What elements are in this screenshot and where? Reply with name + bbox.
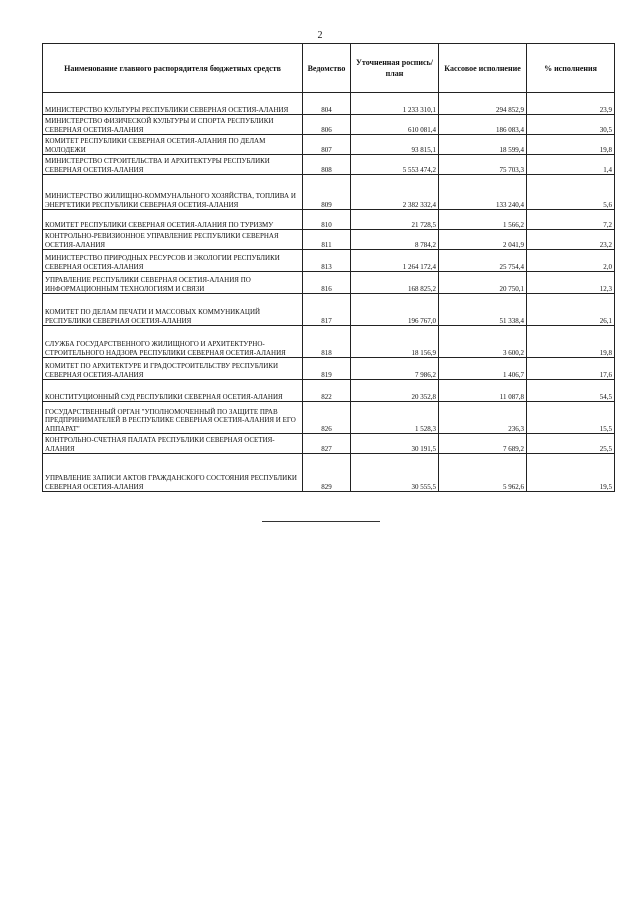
- table-row: [43, 210, 615, 230]
- cell-pct: 2,0: [527, 250, 615, 272]
- cell-code: 818: [303, 326, 351, 358]
- cell-plan: 1 528,3: [351, 402, 439, 434]
- cell-code: 826: [303, 402, 351, 434]
- cell-plan: 610 081,4: [351, 115, 439, 135]
- cell-pct: 12,3: [527, 272, 615, 294]
- cell-name: УПРАВЛЕНИЕ РЕСПУБЛИКИ СЕВЕРНАЯ ОСЕТИЯ-АЛАНИЯ ПО ИНФОРМАЦИОННЫМ ТЕХНОЛОГИЯМ И СВЯЗИ: [43, 272, 303, 294]
- cell-plan: 5 553 474,2: [351, 155, 439, 175]
- cell-pct: 15,5: [527, 402, 615, 434]
- cell-name: КОНТРОЛЬНО-СЧЕТНАЯ ПАЛАТА РЕСПУБЛИКИ СЕВЕРНАЯ ОСЕТИЯ-АЛАНИЯ: [43, 434, 303, 454]
- cell-code: 808: [303, 155, 351, 175]
- budget-execution-table: [42, 43, 615, 492]
- cell-plan: 93 815,1: [351, 135, 439, 155]
- cell-pct: 23,2: [527, 230, 615, 250]
- cell-fact: 20 750,1: [439, 272, 527, 294]
- cell-plan: 30 191,5: [351, 434, 439, 454]
- table-header-row: [43, 44, 615, 93]
- cell-plan: 1 264 172,4: [351, 250, 439, 272]
- cell-pct: 1,4: [527, 155, 615, 175]
- cell-pct: 26,1: [527, 294, 615, 326]
- table-row: [43, 294, 615, 326]
- cell-fact: 5 962,6: [439, 454, 527, 492]
- table-row: [43, 250, 615, 272]
- cell-plan: 1 233 310,1: [351, 93, 439, 115]
- cell-code: 811: [303, 230, 351, 250]
- cell-name: ГОСУДАРСТВЕННЫЙ ОРГАН "УПОЛНОМОЧЕННЫЙ ПО ЗАЩИТЕ ПРАВ ПРЕДПРИНИМАТЕЛЕЙ В РЕСПУБЛИКЕ СЕВЕРНАЯ ОСЕТИЯ-АЛАНИЯ И ЕГО АППАРАТ": [43, 402, 303, 434]
- cell-fact: 75 703,3: [439, 155, 527, 175]
- cell-plan: 8 784,2: [351, 230, 439, 250]
- cell-fact: 133 240,4: [439, 175, 527, 210]
- cell-plan: 18 156,9: [351, 326, 439, 358]
- cell-name: КОНСТИТУЦИОННЫЙ СУД РЕСПУБЛИКИ СЕВЕРНАЯ ОСЕТИЯ-АЛАНИЯ: [43, 380, 303, 402]
- cell-plan: 20 352,8: [351, 380, 439, 402]
- cell-code: 813: [303, 250, 351, 272]
- cell-fact: 18 599,4: [439, 135, 527, 155]
- cell-pct: 30,5: [527, 115, 615, 135]
- cell-name: МИНИСТЕРСТВО ПРИРОДНЫХ РЕСУРСОВ И ЭКОЛОГИИ РЕСПУБЛИКИ СЕВЕРНАЯ ОСЕТИЯ-АЛАНИЯ: [43, 250, 303, 272]
- cell-fact: 25 754,4: [439, 250, 527, 272]
- table-row: [43, 93, 615, 115]
- header-code: Ведомство: [303, 44, 351, 93]
- cell-fact: 11 087,8: [439, 380, 527, 402]
- cell-fact: 3 600,2: [439, 326, 527, 358]
- cell-code: 817: [303, 294, 351, 326]
- cell-fact: 2 041,9: [439, 230, 527, 250]
- cell-name: КОМИТЕТ ПО ДЕЛАМ ПЕЧАТИ И МАССОВЫХ КОММУНИКАЦИЙ РЕСПУБЛИКИ СЕВЕРНАЯ ОСЕТИЯ-АЛАНИЯ: [43, 294, 303, 326]
- cell-fact: 1 566,2: [439, 210, 527, 230]
- cell-plan: 30 555,5: [351, 454, 439, 492]
- cell-fact: 186 083,4: [439, 115, 527, 135]
- table-row: [43, 230, 615, 250]
- cell-name: КОНТРОЛЬНО-РЕВИЗИОННОЕ УПРАВЛЕНИЕ РЕСПУБЛИКИ СЕВЕРНАЯ ОСЕТИЯ-АЛАНИЯ: [43, 230, 303, 250]
- table-row: [43, 135, 615, 155]
- table-row: [43, 175, 615, 210]
- cell-name: КОМИТЕТ РЕСПУБЛИКИ СЕВЕРНАЯ ОСЕТИЯ-АЛАНИЯ ПО ДЕЛАМ МОЛОДЕЖИ: [43, 135, 303, 155]
- cell-name: КОМИТЕТ ПО АРХИТЕКТУРЕ И ГРАДОСТРОИТЕЛЬСТВУ РЕСПУБЛИКИ СЕВЕРНАЯ ОСЕТИЯ-АЛАНИЯ: [43, 358, 303, 380]
- table-row: [43, 434, 615, 454]
- cell-code: 822: [303, 380, 351, 402]
- table-row: [43, 272, 615, 294]
- cell-pct: 19,8: [527, 135, 615, 155]
- cell-fact: 51 338,4: [439, 294, 527, 326]
- cell-fact: 7 689,2: [439, 434, 527, 454]
- cell-code: 810: [303, 210, 351, 230]
- cell-code: 804: [303, 93, 351, 115]
- table-row: [43, 358, 615, 380]
- cell-code: 807: [303, 135, 351, 155]
- cell-plan: 21 728,5: [351, 210, 439, 230]
- cell-pct: 19,5: [527, 454, 615, 492]
- table-row: [43, 115, 615, 135]
- cell-name: КОМИТЕТ РЕСПУБЛИКИ СЕВЕРНАЯ ОСЕТИЯ-АЛАНИЯ ПО ТУРИЗМУ: [43, 210, 303, 230]
- cell-plan: 7 986,2: [351, 358, 439, 380]
- cell-code: 829: [303, 454, 351, 492]
- cell-pct: 25,5: [527, 434, 615, 454]
- cell-code: 816: [303, 272, 351, 294]
- cell-code: 827: [303, 434, 351, 454]
- cell-pct: 5,6: [527, 175, 615, 210]
- cell-name: МИНИСТЕРСТВО КУЛЬТУРЫ РЕСПУБЛИКИ СЕВЕРНАЯ ОСЕТИЯ-АЛАНИЯ: [43, 93, 303, 115]
- table-row: [43, 326, 615, 358]
- cell-code: 806: [303, 115, 351, 135]
- header-fact: Кассовое исполнение: [439, 44, 527, 93]
- header-pct: % исполнения: [527, 44, 615, 93]
- cell-pct: 23,9: [527, 93, 615, 115]
- table-row: [43, 454, 615, 492]
- cell-pct: 7,2: [527, 210, 615, 230]
- table-row: [43, 402, 615, 434]
- cell-plan: 168 825,2: [351, 272, 439, 294]
- cell-fact: 294 852,9: [439, 93, 527, 115]
- cell-fact: 236,3: [439, 402, 527, 434]
- table-body: [43, 93, 615, 492]
- cell-pct: 54,5: [527, 380, 615, 402]
- header-name: Наименование главного распорядителя бюджетных средств: [43, 44, 303, 93]
- cell-pct: 19,8: [527, 326, 615, 358]
- table-row: [43, 155, 615, 175]
- cell-code: 819: [303, 358, 351, 380]
- cell-plan: 196 767,0: [351, 294, 439, 326]
- cell-name: СЛУЖБА ГОСУДАРСТВЕННОГО ЖИЛИЩНОГО И АРХИТЕКТУРНО-СТРОИТЕЛЬНОГО НАДЗОРА РЕСПУБЛИКИ СЕВЕРНАЯ ОСЕТИЯ-АЛАНИЯ: [43, 326, 303, 358]
- header-plan: Уточненная роспись/план: [351, 44, 439, 93]
- cell-fact: 1 406,7: [439, 358, 527, 380]
- cell-name: МИНИСТЕРСТВО ЖИЛИЩНО-КОММУНАЛЬНОГО ХОЗЯЙСТВА, ТОПЛИВА И ЭНЕРГЕТИКИ РЕСПУБЛИКИ СЕВЕРНАЯ ОСЕТИЯ-АЛАНИЯ: [43, 175, 303, 210]
- table-row: [43, 380, 615, 402]
- cell-code: 809: [303, 175, 351, 210]
- cell-name: МИНИСТЕРСТВО СТРОИТЕЛЬСТВА И АРХИТЕКТУРЫ РЕСПУБЛИКИ СЕВЕРНАЯ ОСЕТИЯ-АЛАНИЯ: [43, 155, 303, 175]
- bottom-divider: [262, 521, 380, 522]
- cell-name: МИНИСТЕРСТВО ФИЗИЧЕСКОЙ КУЛЬТУРЫ И СПОРТА РЕСПУБЛИКИ СЕВЕРНАЯ ОСЕТИЯ-АЛАНИЯ: [43, 115, 303, 135]
- cell-plan: 2 382 332,4: [351, 175, 439, 210]
- page-number: 2: [317, 30, 323, 41]
- cell-pct: 17,6: [527, 358, 615, 380]
- cell-name: УПРАВЛЕНИЕ ЗАПИСИ АКТОВ ГРАЖДАНСКОГО СОСТОЯНИЯ РЕСПУБЛИКИ СЕВЕРНАЯ ОСЕТИЯ-АЛАНИЯ: [43, 454, 303, 492]
